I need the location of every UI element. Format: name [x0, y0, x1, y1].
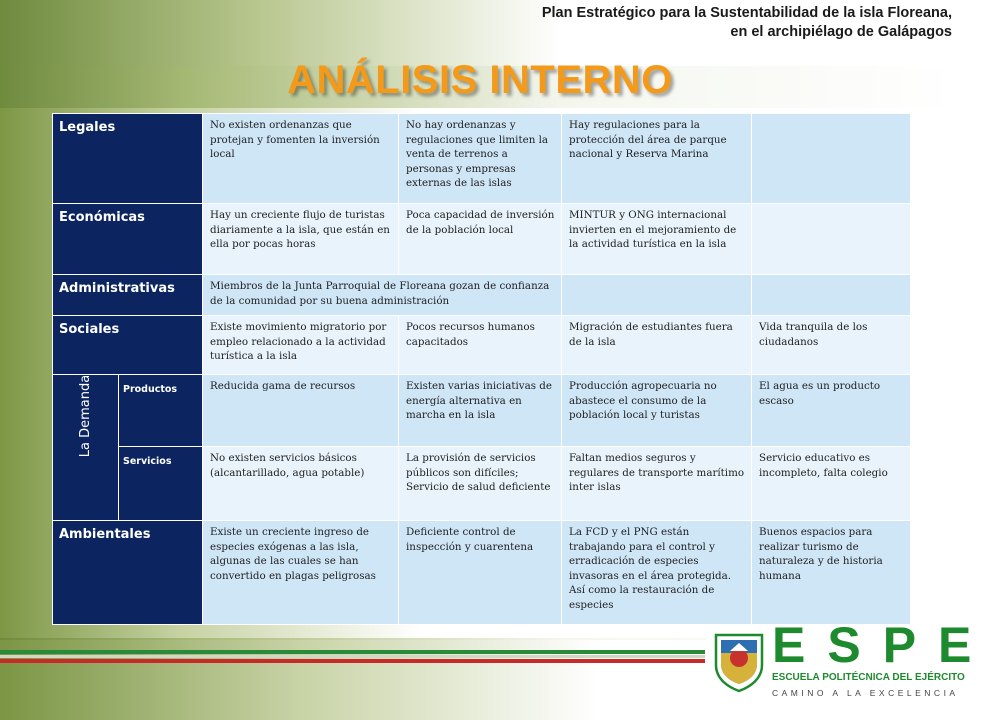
cell-ambientales-1: Existe un creciente ingreso de especies exógenas a las isla, algunas de las cuales se han convertido en plagas peligrosas: [203, 521, 399, 625]
espe-logo-text: ESPE: [772, 617, 993, 673]
category-label-legales: Legales: [53, 114, 203, 204]
espe-motto: CAMINO A LA EXCELENCIA: [772, 688, 959, 698]
cell-productos-3: Producción agropecuaria no abastece el consumo de la población local y turistas: [562, 375, 752, 447]
cell-productos-2: Existen varias iniciativas de energía alternativa en marcha en la isla: [399, 375, 562, 447]
cell-servicios-1: No existen servicios básicos (alcantarillado, agua potable): [203, 447, 399, 521]
cell-servicios-2: La provisión de servicios públicos son difíciles; Servicio de salud deficiente: [399, 447, 562, 521]
cell-productos-1: Reducida gama de recursos: [203, 375, 399, 447]
cell-sociales-3: Migración de estudiantes fuera de la isla: [562, 316, 752, 375]
cell-sociales-2: Pocos recursos humanos capacitados: [399, 316, 562, 375]
cell-servicios-4: Servicio educativo es incompleto, falta colegio: [752, 447, 911, 521]
cell-legales-4: [752, 114, 911, 204]
header-line-1: Plan Estratégico para la Sustentabilidad de la isla Floreana,: [541, 5, 952, 21]
table-row-productos: [53, 375, 911, 447]
footer-stripe-red: [0, 659, 705, 663]
page-title: ANÁLISIS INTERNO: [287, 58, 673, 102]
category-label-demanda: [53, 375, 119, 521]
table-row-ambientales: [53, 521, 911, 625]
analysis-matrix: [52, 113, 911, 625]
table-row-sociales: [53, 316, 911, 375]
cell-servicios-3: Faltan medios seguros y regulares de transporte marítimo inter islas: [562, 447, 752, 521]
subcategory-label-servicios: Servicios: [119, 447, 203, 521]
espe-institution-name: ESCUELA POLITÉCNICA DEL EJÉRCITO: [772, 672, 965, 683]
header-line-2: en el archipiélago de Galápagos: [730, 24, 952, 40]
cell-economicas-4: [752, 204, 911, 275]
document-header: [542, 4, 952, 42]
table-row-legales: [53, 114, 911, 204]
cell-legales-1: No existen ordenanzas que protejan y fomenten la inversión local: [203, 114, 399, 204]
category-label-economicas: Económicas: [53, 204, 203, 275]
cell-administrativas-1: Miembros de la Junta Parroquial de Floreana gozan de confianza de la comunidad por su buena administración: [203, 275, 562, 316]
cell-legales-2: No hay ordenanzas y regulaciones que limiten la venta de terrenos a personas y empresas externas de las islas: [399, 114, 562, 204]
cell-ambientales-2: Deficiente control de inspección y cuarentena: [399, 521, 562, 625]
footer-stripe-green: [0, 650, 705, 654]
category-label-administrativas: Administrativas: [53, 275, 203, 316]
demanda-label-text: La Demanda: [77, 375, 93, 458]
category-label-sociales: Sociales: [53, 316, 203, 375]
table-row-servicios: [53, 447, 911, 521]
cell-legales-3: Hay regulaciones para la protección del área de parque nacional y Reserva Marina: [562, 114, 752, 204]
cell-sociales-4: Vida tranquila de los ciudadanos: [752, 316, 911, 375]
footer-stripe-white: [0, 655, 705, 658]
cell-economicas-1: Hay un creciente flujo de turistas diariamente a la isla, que están en ella por pocas horas: [203, 204, 399, 275]
table-row-administrativas: [53, 275, 911, 316]
cell-economicas-3: MINTUR y ONG internacional invierten en el mejoramiento de la actividad turística en la isla: [562, 204, 752, 275]
cell-economicas-2: Poca capacidad de inversión de la población local: [399, 204, 562, 275]
table-row-economicas: [53, 204, 911, 275]
cell-administrativas-3: [562, 275, 752, 316]
cell-administrativas-4: [752, 275, 911, 316]
cell-productos-4: El agua es un producto escaso: [752, 375, 911, 447]
category-label-ambientales: Ambientales: [53, 521, 203, 625]
cell-sociales-1: Existe movimiento migratorio por empleo relacionado a la actividad turística a la isla: [203, 316, 399, 375]
espe-shield-icon: [712, 631, 766, 693]
cell-ambientales-4: Buenos espacios para realizar turismo de naturaleza y de historia humana: [752, 521, 911, 625]
subcategory-label-productos: Productos: [119, 375, 203, 447]
cell-ambientales-3: La FCD y el PNG están trabajando para el control y erradicación de especies invasoras en el área protegida. Así como la restauración de especies: [562, 521, 752, 625]
